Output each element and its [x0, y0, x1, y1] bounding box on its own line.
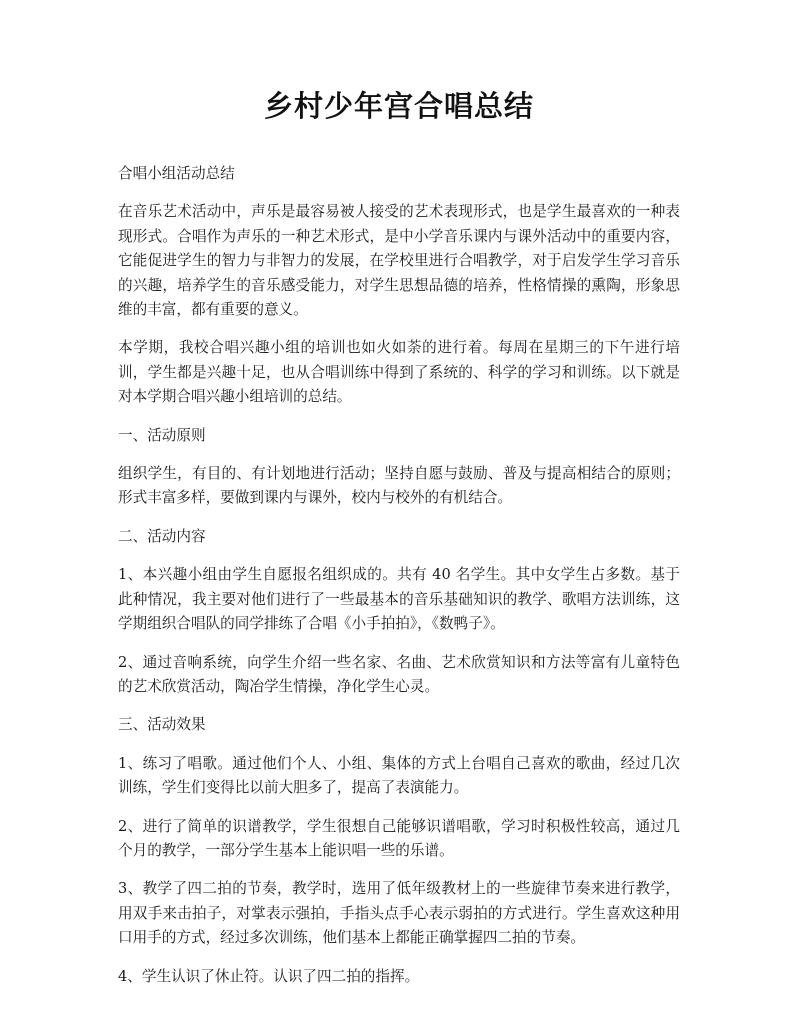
section-heading-principles: 一、活动原则 — [118, 426, 206, 444]
paragraph-effect-4: 4、学生认识了休止符。认识了四二拍的指挥。 — [118, 967, 420, 985]
paragraph-principles: 组织学生，有目的、有计划地进行活动；坚持自愿与鼓励、普及与提高相结合的原则；形式丰富多样，要做到课内与课外，校内与校外的有机结合。 — [118, 465, 680, 507]
paragraph-effect-2: 2、进行了简单的识谱教学，学生很想自己能够识谱唱歌，学习时积极性较高，通过几个月的教学，一部分学生基本上能识唱一些的乐谱。 — [118, 817, 680, 859]
paragraph-effect-1: 1、练习了唱歌。通过他们个人、小组、集体的方式上台唱自己喜欢的歌曲，经过几次训练，学生们变得比以前大胆多了，提高了表演能力。 — [118, 754, 680, 797]
section-heading-group-summary: 合唱小组活动总结 — [118, 165, 235, 182]
paragraph-effect-3: 3、教学了四二拍的节奏，教学时，选用了低年级教材上的一些旋律节奏来进行教学，用双手来击拍子，对掌表示强拍，手指头点手心表示弱拍的方式进行。学生喜欢这种用口用手的方式，经过多次训练，他们基本上都能正确掌握四二拍的节奏。 — [118, 880, 680, 947]
paragraph-content-1: 1、本兴趣小组由学生自愿报名组织成的。共有 40 名学生。其中女学生占多数。基于此种情况，我主要对他们进行了一些最基本的音乐基础知识的教学、歌唱方法训练，这学期组织合唱队的同学排练了合唱《小手拍拍》，《数鸭子》。 — [118, 566, 680, 633]
document-title: 乡村少年宫合唱总结 — [263, 89, 534, 123]
section-heading-effects: 三、活动效果 — [118, 716, 206, 734]
paragraph-intro: 在音乐艺术活动中，声乐是最容易被人接受的艺术表现形式，也是学生最喜欢的一种表现形式。合唱作为声乐的一种艺术形式，是中小学音乐课内与课外活动中的重要内容，它能促进学生的智力与非智力的发展，在学校里进行合唱教学，对于启发学生学习音乐的兴趣，培养学生的音乐感受能力，对学生思想品德的培养，性格情操的熏陶，形象思维的丰富，都有重要的意义。 — [118, 203, 680, 319]
section-heading-content: 二、活动内容 — [118, 527, 206, 545]
paragraph-content-2: 2、通过音响系统，向学生介绍一些名家、名曲、艺术欣赏知识和方法等富有儿童特色的艺术欣赏活动，陶冶学生情操，净化学生心灵。 — [118, 653, 680, 695]
paragraph-semester: 本学期，我校合唱兴趣小组的培训也如火如荼的进行着。每周在星期三的下午进行培训，学生都是兴趣十足，也从合唱训练中得到了系统的、科学的学习和训练。以下就是对本学期合唱兴趣小组培训的总结。 — [118, 339, 680, 406]
